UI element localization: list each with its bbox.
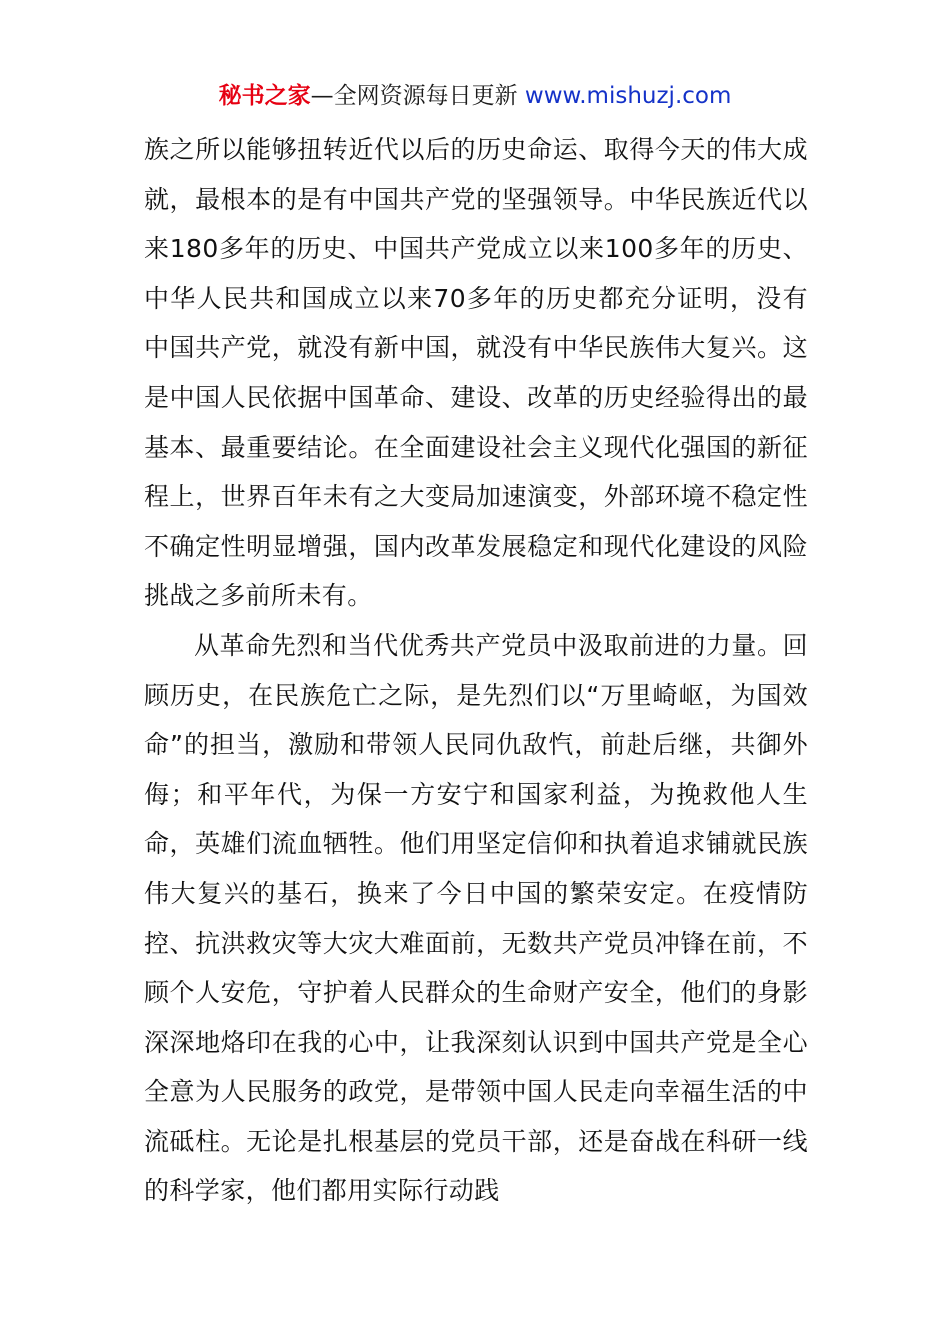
site-url-link[interactable]: www.mishuzj.com (524, 83, 732, 109)
header-tagline: —全网资源每日更新 (310, 83, 525, 109)
brand-name: 秘书之家 (218, 83, 311, 109)
paragraph-continued: 族之所以能够扭转近代以后的历史命运、取得今天的伟大成就，最根本的是有中国共产党的坚强领导。中华民族近代以来180多年的历史、中国共产党成立以来100多年的历史、中华人民共和国成立以来70多年的历史都充分证明，没有中国共产党，就没有新中国，就没有中华民族伟大复兴。这是中国人民依据中国革命、建设、改革的历史经验得出的最基本、最重要结论。在全面建设社会主义现代化强国的新征程上，世界百年未有之大变局加速演变，外部环境不稳定性不确定性明显增强，国内改革发展稳定和现代化建设的风险挑战之多前所未有。 (144, 135, 808, 611)
paragraph: 从革命先烈和当代优秀共产党员中汲取前进的力量。回顾历史，在民族危亡之际，是先烈们以“万里崎岖，为国效命”的担当，激励和带领人民同仇敌忾，前赴后继，共御外侮；和平年代，为保一方安宁和国家利益，为挽救他人生命，英雄们流血牺牲。他们用坚定信仰和执着追求铺就民族伟大复兴的基石，换来了今日中国的繁荣安定。在疫情防控、抗洪救灾等大灾大难面前，无数共产党员冲锋在前，不顾个人安危，守护着人民群众的生命财产安全，他们的身影深深地烙印在我的心中，让我深刻认识到中国共产党是全心全意为人民服务的政党，是带领中国人民走向幸福生活的中流砥柱。无论是扎根基层的党员干部，还是奋战在科研一线的科学家，他们都用实际行动践 (144, 630, 808, 1206)
page-header (0, 78, 950, 114)
document-body (144, 125, 808, 1216)
